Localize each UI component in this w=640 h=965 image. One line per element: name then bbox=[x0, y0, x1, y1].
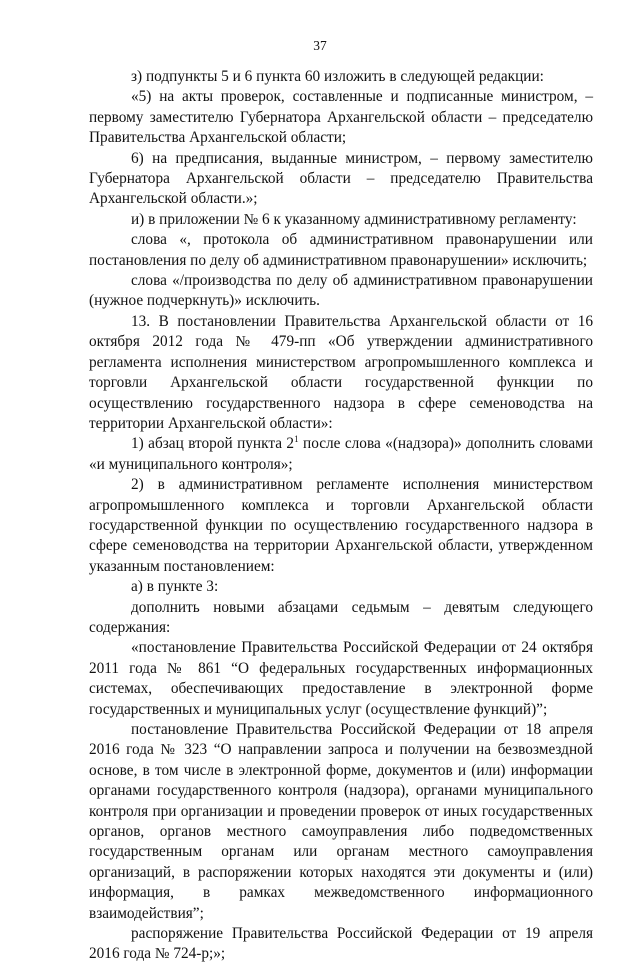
paragraph-13: 13. В постановлении Правительства Архангельской области от 16 октября 2012 года № 479-пп «Об утверждении административного регламента исполнения министерством агропромышленного комплекса и торговли Архангельской области государственной функции по осуществлению государственного надзора в сфере семеноводства на территории Архангельской области»: bbox=[89, 312, 593, 432]
paragraph-a: а) в пункте 3: bbox=[131, 578, 219, 596]
paragraph-add-abzats: дополнить новыми абзацами седьмым – девятым следующего содержания: bbox=[89, 598, 593, 636]
paragraph-decree-323: постановление Правительства Российской Федерации от 18 апреля 2016 года № 323 “О направлении запроса и получении на безвозмездной основе, в том числе в электронной форме, документов и (или) информации органами государственного контроля (надзора), органами муниципального контроля при организации и проведении проверок от иных государственных органов, органов местного самоуправления либо подведомственных государственным органам или органам местного самоуправления организаций, в распоряжении которых находятся эти документы и (или) информация, в рамках межведомственного информационного взаимодействия”; bbox=[89, 721, 593, 922]
paragraph-item-6: 6) на предписания, выданные министром, – первому заместителю Губернатора Архангельской области – председателю Правительства Архангельской области.»; bbox=[89, 149, 593, 208]
document-body bbox=[89, 67, 593, 965]
paragraph-i: и) в приложении № 6 к указанному административному регламенту: bbox=[131, 210, 577, 228]
paragraph-order-724: распоряжение Правительства Российской Федерации от 19 апреля 2016 года № 724-р;»; bbox=[89, 925, 593, 963]
page-number: 37 bbox=[313, 38, 327, 53]
paragraph-words-protocol: слова «, протокола об административном правонарушении или постановления по делу об административном правонарушении» исключить; bbox=[89, 231, 593, 269]
paragraph-13-1 bbox=[89, 434, 593, 475]
superscript: 1 bbox=[294, 434, 299, 445]
paragraph-decree-861: «постановление Правительства Российской Федерации от 24 октября 2011 года № 861 “О федеральных государственных информационных системах, обеспечивающих предоставление в электронной форме государственных и муниципальных услуг (осуществление функций)”; bbox=[89, 639, 593, 718]
paragraph-13-1-head: 1) абзац второй пункта 2 bbox=[131, 435, 295, 453]
paragraph-13-1-tail: после слова «(надзора)» дополнить словами «и муниципального контроля»; bbox=[89, 435, 593, 473]
paragraph-13-2: 2) в административном регламенте исполнения министерством агропромышленного комплекса и торговли Архангельской области государственной функции по осуществлению государственного надзора в сфере семеноводства на территории Архангельской области, утвержденном указанным постановлением: bbox=[89, 476, 593, 575]
paragraph-z: з) подпункты 5 и 6 пункта 60 изложить в следующей редакции: bbox=[131, 68, 544, 85]
paragraph-item-5: «5) на акты проверок, составленные и подписанные министром, – первому заместителю Губернатора Архангельской области – председателю Правительства Архангельской области; bbox=[89, 88, 593, 147]
paragraph-words-proceedings: слова «/производства по делу об административном правонарушении (нужное подчеркнуть)» исключить. bbox=[89, 272, 593, 310]
